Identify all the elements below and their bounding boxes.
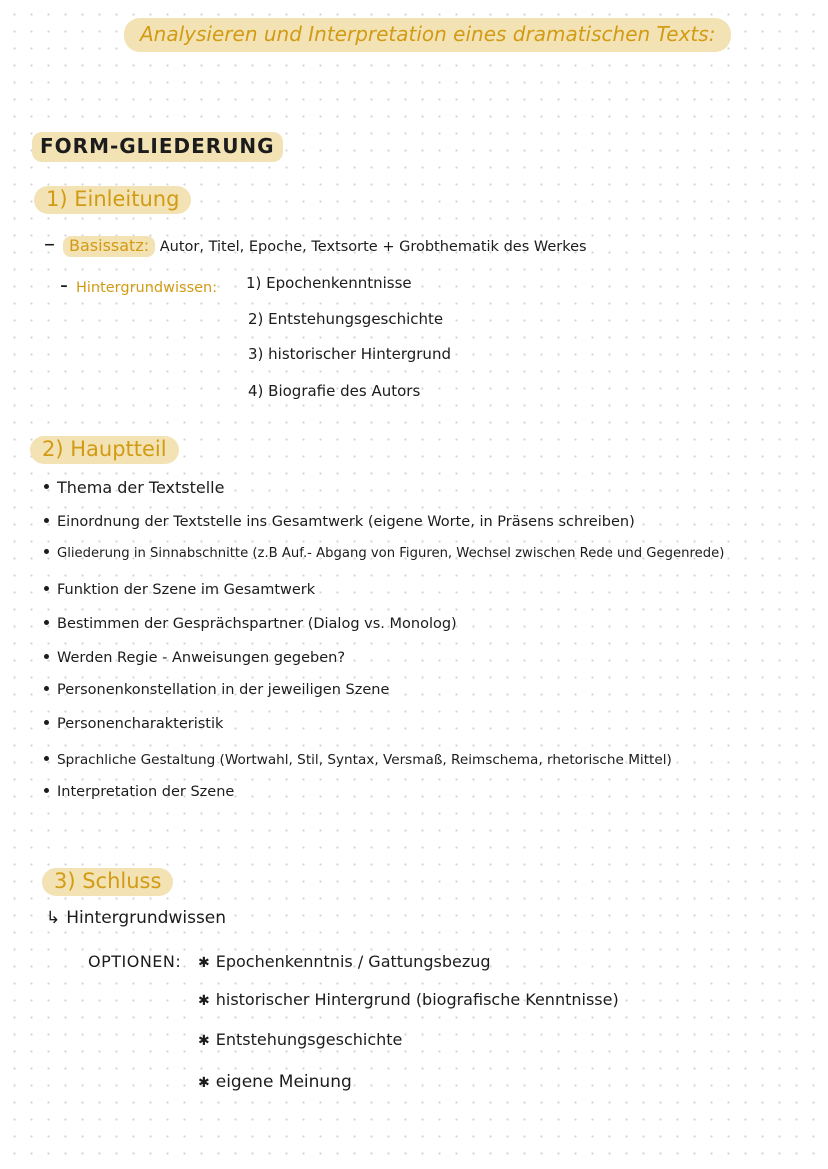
bullet-icon [44,654,49,659]
asterisk-icon: ✱ [198,1075,210,1091]
bullet-icon [44,720,49,725]
basissatz-label: Basissatz: [63,236,155,257]
option-item: ✱ Entstehungsgeschichte [198,1030,403,1049]
bullet-icon [44,620,49,625]
basissatz-text: Autor, Titel, Epoche, Textsorte + Grobthematik des Werkes [159,239,587,255]
list-item: Funktion der Szene im Gesamtwerk [44,582,315,598]
list-item: Thema der Textstelle [44,478,224,497]
hintergrund-label: Hintergrundwissen: [75,280,218,296]
asterisk-icon: ✱ [198,993,210,1009]
form-heading: FORM-GLIEDERUNG [32,132,283,162]
list-item: Werden Regie - Anweisungen gegeben? [44,650,345,666]
section-heading-schluss: 3) Schluss [42,868,173,896]
option-item: ✱ eigene Meinung [198,1072,352,1092]
bullet-icon [44,586,49,591]
hintergrund-item: 2) Entstehungsgeschichte [248,310,444,328]
list-item: Bestimmen der Gesprächspartner (Dialog vs. Monolog) [44,616,457,632]
arrow-return-icon: ↳ [46,908,61,928]
bullet-icon [44,686,49,691]
hintergrund-label-line [60,273,217,298]
list-item: Gliederung in Sinnabschnitte (z.B Auf.- Abgang von Figuren, Wechsel zwischen Rede und Gegenrede) [44,546,724,561]
schluss-arrow-line: ↳ Hintergrundwissen [46,908,227,928]
bullet-icon [44,518,49,523]
hintergrund-item: 3) historischer Hintergrund [248,345,451,363]
hintergrund-item: 1) Epochenkenntnisse [246,274,412,292]
list-item: Sprachliche Gestaltung (Wortwahl, Stil, Syntax, Versmaß, Reimschema, rhetorische Mittel) [44,752,672,768]
list-item: Personenkonstellation in der jeweiligen Szene [44,682,389,698]
option-item: ✱ Epochenkenntnis / Gattungsbezug [198,952,491,971]
list-item: Interpretation der Szene [44,784,234,800]
bullet-icon [44,788,49,793]
bullet-icon [44,484,49,489]
hintergrund-item: 4) Biografie des Autors [248,382,421,400]
list-item: Personencharakteristik [44,716,223,732]
optionen-label: OPTIONEN: [88,952,182,971]
dash-marker: - [60,273,68,298]
asterisk-icon: ✱ [198,955,210,971]
option-item: ✱ historischer Hintergrund (biografische Kenntnisse) [198,990,619,1009]
bullet-icon [44,549,49,554]
basissatz-line [44,232,587,257]
asterisk-icon: ✱ [198,1033,210,1049]
section-heading-hauptteil: 2) Hauptteil [30,436,179,464]
section-heading-einleitung: 1) Einleitung [34,186,191,214]
list-item: Einordnung der Textstelle ins Gesamtwerk (eigene Worte, in Präsens schreiben) [44,514,635,530]
page-title: Analysieren und Interpretation eines dramatischen Texts: [124,18,731,52]
dash-marker: – [44,232,55,257]
bullet-icon [44,756,49,761]
